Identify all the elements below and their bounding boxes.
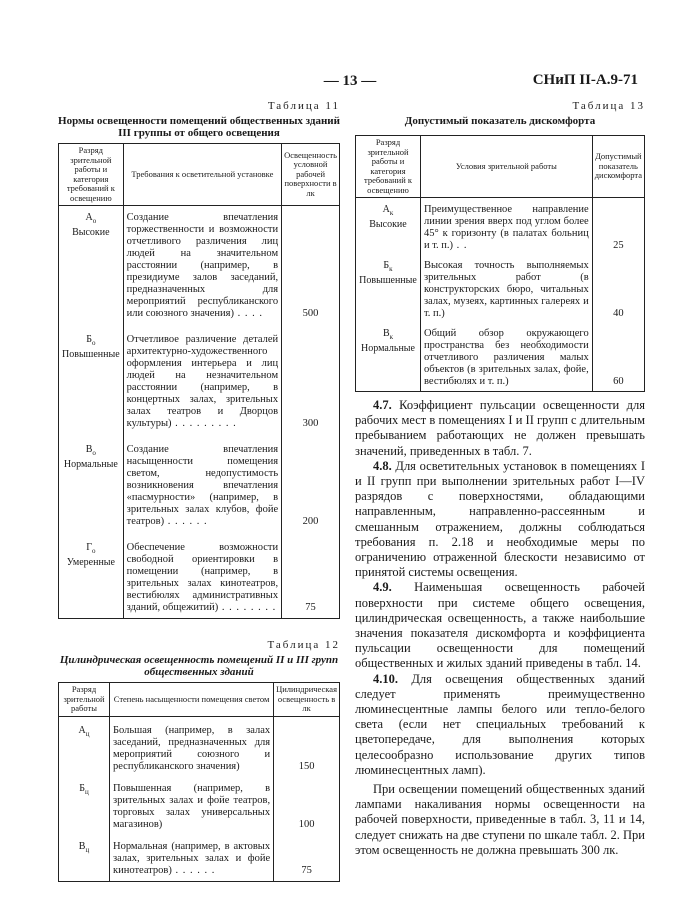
requirement-text: Создание впечатления насыщенности помещения светом, недопустимость возникновения впечатления «пасмурности» (например, в зрительных залах клубов, фойе театров): [126, 444, 279, 527]
category-letter: В: [85, 444, 93, 455]
category-name: Нормальные: [63, 459, 118, 470]
discomfort-value: 40: [592, 254, 644, 322]
table12-label: Таблица 12: [267, 639, 340, 651]
paragraph-4-8: 4.8. Для осветительных установок в помещениях I и II групп при выполнении зрительных работ I—IV разрядов с поверхностями, обладающими направленным, направленно-рассеянным и смешанным отражением, должны соблюдаться требования п. 2.18 и необходимые меры по ограничению отраженной блескости независимо от принятой системы освещения.: [355, 458, 645, 580]
category-letter: Б: [79, 782, 85, 794]
table11-title: Нормы освещенности помещений общественных зданий III группы от общего освещения: [58, 115, 340, 139]
table13-label: Таблица 13: [572, 100, 645, 112]
document-code: СНиП II-А.9-71: [532, 72, 638, 88]
table12: [58, 682, 340, 882]
requirement-text: Общий обзор окружающего пространства без необходимости отчетливого различения малых объектов (в зрительных залах, фойе, вестибюлях и т. п.): [424, 328, 589, 387]
category-letter: Б: [383, 260, 390, 271]
paragraph-4-10: 4.10. Для освещения общественных зданий следует применять преимущественно люминесцентные лампы белого или тепло-белого света (если нет специальных требований к цветопередаче, для выполнения которых целесообразно использование других типов люминесцентных ламп).: [355, 671, 645, 777]
table-row: $Б_ц$ Повышенная (например, в зрительных залах и фойе театров, торговых залах универсальных магазинов) 100: [59, 775, 340, 833]
category-letter: А: [78, 724, 86, 736]
table12-header-saturation: Степень насыщенности помещения светом: [110, 683, 274, 717]
discomfort-value: 25: [592, 198, 644, 255]
category-letter: В: [78, 840, 86, 852]
table13-title: Допустимый показатель дискомфорта: [404, 115, 596, 127]
table12-header-category: Разряд зрительной работы: [59, 683, 110, 717]
table-row: $В_о$ Нормальные Создание впечатления насыщенности помещения светом, недопустимость возникновения впечатления «пасмурности» (например, в зрительных залах клубов, фойе театров) . . . . . . 200: [59, 432, 340, 530]
category-letter: А: [382, 204, 390, 215]
page-number: — 13 —: [323, 73, 377, 89]
paragraph-4-7: 4.7. Коэффициент пульсации освещенности для рабочих мест в помещениях I и II групп с длительным пребыванием работающих не должен превышать значений, приведенных в табл. 7.: [355, 398, 645, 458]
category-letter: Г: [86, 542, 92, 553]
illuminance-value: 75: [282, 530, 340, 619]
cylindrical-value: 100: [274, 775, 340, 833]
table11-label: Таблица 11: [267, 100, 340, 112]
right-column: [355, 100, 645, 858]
table13: [355, 135, 645, 392]
requirement-text: Отчетливое различение деталей архитектурно-художественного оформления интерьера и лиц людей на незначительном расстоянии (например, в концертных залах, зрительных залах театров и Дворцов культуры): [126, 334, 279, 429]
table-row: $В_ц$ Нормальная (например, в актовых залах, зрительных залах и фойе кинотеатров) . . . . . . 75: [59, 833, 340, 882]
table-row: $Б_о$ Повышенные Отчетливое различение деталей архитектурно-художественного оформления интерьера и лиц людей на незначительном расстоянии (например, в концертных залах, зрительных залах театров и Дворцов культуры) . . . . . . . . . 300: [59, 322, 340, 432]
category-name: Высокие: [369, 219, 407, 230]
table-row: $В_к$ Нормальные Общий обзор окружающего пространства без необходимости отчетливого различения малых объектов (в зрительных залах, фойе, вестибюлях и т. п.) 60: [356, 322, 645, 392]
table11-header-illuminance: Освещенность условной рабочей поверхности в лк: [282, 144, 340, 206]
table13-header-discomfort: Допустимый показатель дискомфорта: [592, 136, 644, 198]
illuminance-value: 200: [282, 432, 340, 530]
discomfort-value: 60: [592, 322, 644, 392]
table-row: $А_о$ Высокие Создание впечатления торжественности и возможности отчетливого различения лиц людей на значительном расстоянии (например, в президиуме залов заседаний, предназначенных для мероприятий республиканского или союзного значения) . . . . 500: [59, 206, 340, 323]
paragraph-incandescent: При освещении помещений общественных зданий лампами накаливания нормы освещенности на рабочей поверхности, приведенные в табл. 3, 11 и 14, следует снижать на две ступени по шкале табл. 2. При этом освещенность не должна превышать 300 лк.: [355, 782, 645, 857]
left-column: [58, 100, 340, 882]
category-letter: Б: [86, 334, 92, 345]
category-name: Нормальные: [361, 343, 415, 354]
requirement-text: Преимущественное направление линии зрения вверх под углом более 45° к горизонту (в палатах больниц и т. п.): [424, 204, 589, 251]
requirement-text: Повышенная (например, в зрительных залах и фойе театров, торговых залах универсальных магазинов): [113, 782, 271, 830]
requirement-text: Создание впечатления торжественности и возможности отчетливого различения лиц людей на значительном расстоянии (например, в президиуме залов заседаний, предназначенных для мероприятий республиканского или союзного значения): [126, 212, 279, 319]
requirement-text: Нормальная (например, в актовых залах, зрительных залах и фойе кинотеатров): [113, 840, 271, 876]
illuminance-value: 500: [282, 206, 340, 323]
table13-header-category: Разряд зрительной работы и категория требований к освещению: [356, 136, 421, 198]
table13-header-conditions: Условия зрительной работы: [421, 136, 593, 198]
table12-title: Цилиндрическая освещенность помещений II и III групп общественных зданий: [59, 654, 339, 678]
table-row: $Б_к$ Повышенные Высокая точность выполняемых зрительных работ (в конструкторских бюро, читальных залах, музеях, картинных галереях и т. п.) 40: [356, 254, 645, 322]
category-letter: А: [85, 212, 93, 223]
category-name: Умеренные: [66, 557, 115, 568]
table-row: $А_к$ Высокие Преимущественное направление линии зрения вверх под углом более 45° к горизонту (в палатах больниц и т. п.) . . 25: [356, 198, 645, 255]
table11-header-category: Разряд зрительной работы и категория требований к освещению: [59, 144, 124, 206]
cylindrical-value: 150: [274, 716, 340, 775]
paragraph-4-9: 4.9. Наименьшая освещенность рабочей поверхности при системе общего освещения, цилиндрическая освещенность, а также наибольшие значения показателя дискомфорта и коэффициента пульсации освещенности для помещений общественных и жилых зданий приведены в табл. 14.: [355, 580, 645, 671]
table11-header-requirements: Требования к осветительной установке: [123, 144, 281, 206]
requirement-text: Высокая точность выполняемых зрительных работ (в конструкторских бюро, читальных залах, музеях, картинных галереях и т. п.): [424, 260, 589, 319]
category-name: Повышенные: [62, 349, 120, 360]
category-letter: В: [382, 328, 390, 339]
cylindrical-value: 75: [274, 833, 340, 882]
table-row: $А_ц$ Большая (например, в залах заседаний, предназначенных для мероприятий союзного и республиканского значения) 150: [59, 716, 340, 775]
category-name: Высокие: [72, 227, 110, 238]
table11: [58, 143, 340, 619]
table12-header-cylindrical: Цилиндрическая освещенность в лк: [274, 683, 340, 717]
category-name: Повышенные: [359, 275, 417, 286]
table-row: $Г_о$ Умеренные Обеспечение возможности свободной ориентировки в помещении (например, в зрительных залах кинотеатров, вестибюлях административных зданий, общежитий) . . . . . . . . 75: [59, 530, 340, 619]
requirement-text: Большая (например, в залах заседаний, предназначенных для мероприятий союзного и республиканского значения): [113, 724, 271, 772]
illuminance-value: 300: [282, 322, 340, 432]
requirement-text: Обеспечение возможности свободной ориентировки в помещении (например, в зрительных залах кинотеатров, вестибюлях административных зданий, общежитий): [126, 542, 279, 613]
